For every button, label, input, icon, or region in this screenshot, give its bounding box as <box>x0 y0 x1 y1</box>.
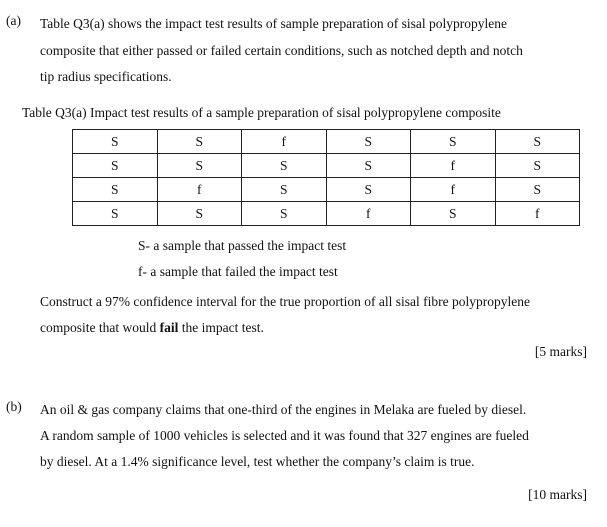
table-row <box>73 130 580 154</box>
part-a-intro-line-2: composite that either passed or failed certain conditions, such as notched depth and notch <box>40 43 523 58</box>
table-row <box>73 202 580 226</box>
part-a-question-line-1: Construct a 97% confidence interval for the true proportion of all sisal fibre polypropylene <box>40 294 530 309</box>
table-cell: S <box>73 154 158 178</box>
table-cell: S <box>157 154 242 178</box>
question-text-suffix: the impact test. <box>178 320 264 335</box>
table-row <box>73 178 580 202</box>
question-text-prefix: composite that would <box>40 320 160 335</box>
table-cell: S <box>73 178 158 202</box>
table-cell: S <box>157 130 242 154</box>
question-emphasis-fail: fail <box>159 320 179 335</box>
table-cell: S <box>73 202 158 226</box>
table-cell: S <box>242 202 327 226</box>
table-cell: S <box>242 178 327 202</box>
part-a-intro-line-1: Table Q3(a) shows the impact test results of sample preparation of sisal polypropylene <box>40 16 507 31</box>
table-cell: S <box>73 130 158 154</box>
part-a-question-line-2 <box>40 317 264 338</box>
part-b-marks: [10 marks] <box>528 487 587 502</box>
legend-fail: f- a sample that failed the impact test <box>138 264 338 279</box>
part-b-line-1: An oil & gas company claims that one-third of the engines in Melaka are fueled by diesel. <box>40 402 527 417</box>
part-a-intro-line-3: tip radius specifications. <box>40 69 172 84</box>
part-a-marks: [5 marks] <box>534 344 587 359</box>
table-row <box>73 154 580 178</box>
table-cell: S <box>495 130 580 154</box>
table-cell: S <box>157 202 242 226</box>
table-caption: Table Q3(a) Impact test results of a sample preparation of sisal polypropylene composite <box>22 105 501 120</box>
table-cell: f <box>242 130 327 154</box>
part-b-line-2: A random sample of 1000 vehicles is selected and it was found that 327 engines are fueled <box>40 428 529 443</box>
table-cell: f <box>411 178 496 202</box>
table-cell: f <box>157 178 242 202</box>
table-cell: S <box>411 130 496 154</box>
legend-pass: S- a sample that passed the impact test <box>138 238 347 253</box>
part-a-label: (a) <box>6 13 21 28</box>
table-cell: S <box>411 202 496 226</box>
table-cell: S <box>326 130 411 154</box>
table-cell: S <box>326 178 411 202</box>
part-b-line-3: by diesel. At a 1.4% significance level, test whether the company’s claim is true. <box>40 454 475 469</box>
impact-test-results-table <box>72 129 580 226</box>
table-cell: S <box>495 154 580 178</box>
table-cell: f <box>495 202 580 226</box>
part-b-label: (b) <box>6 399 22 414</box>
table-cell: S <box>242 154 327 178</box>
table-cell: S <box>326 154 411 178</box>
table-cell: S <box>495 178 580 202</box>
table-cell: f <box>326 202 411 226</box>
table-cell: f <box>411 154 496 178</box>
